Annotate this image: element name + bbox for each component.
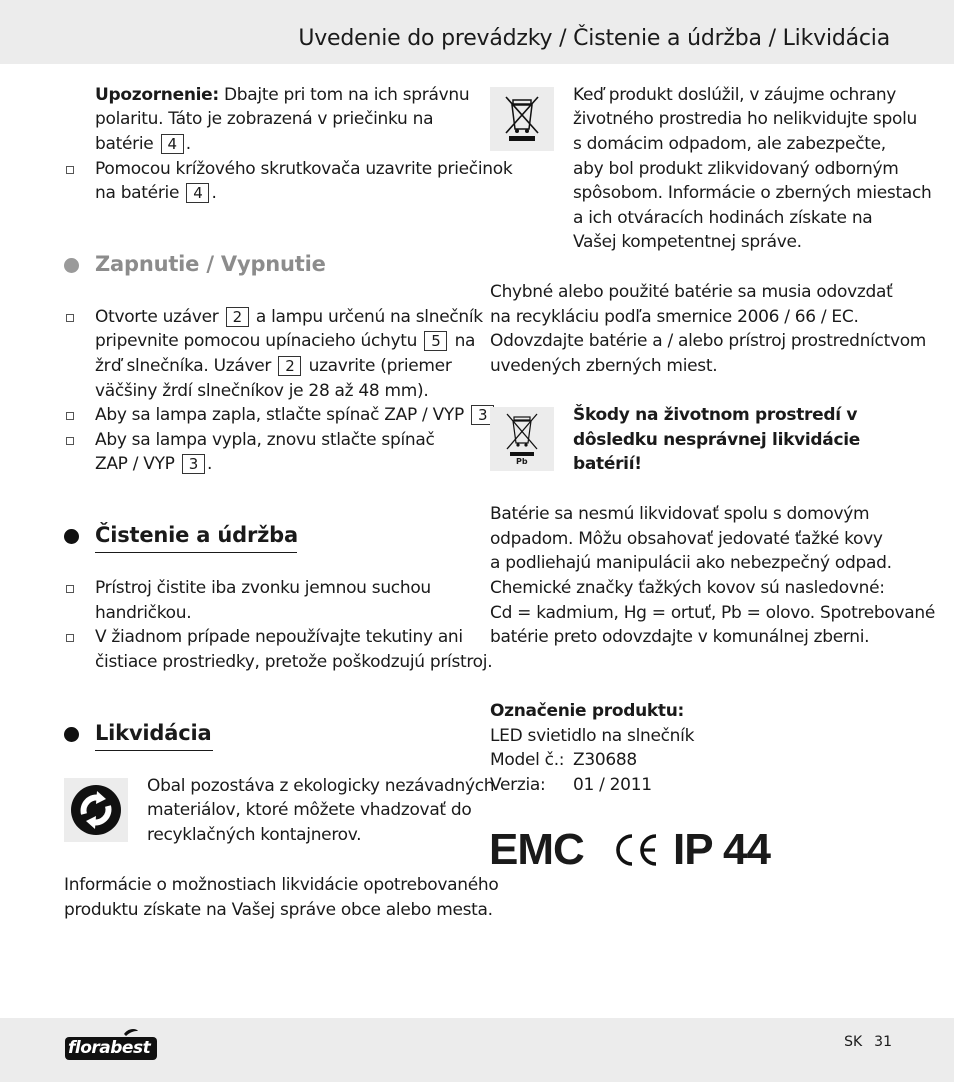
- recycle-icon: [64, 778, 128, 842]
- section-dot: [64, 529, 79, 544]
- battery-text: Odovzdajte batérie a / alebo prístroj prostredníctvom: [490, 331, 927, 351]
- bullet-text: ZAP / VYP 3 .: [95, 454, 213, 474]
- bullet-square: [66, 314, 74, 322]
- battery-text: uvedených zberných miest.: [490, 356, 718, 376]
- ref-box: 5: [424, 331, 447, 351]
- bullet-square: [66, 585, 74, 593]
- recycle-text: recyklačných kontajnerov.: [147, 825, 362, 845]
- ce-mark: [612, 832, 660, 873]
- battery-text: na recykláciu podľa smernice 2006 / 66 / EC.: [490, 307, 859, 327]
- section-title-likvidacia: Likvidácia: [95, 721, 212, 745]
- bullet-text: žrď slnečníka. Uzáver 2 uzavrite (priemer: [95, 356, 452, 376]
- logo-text: florabest: [68, 1038, 151, 1058]
- section-title-zapnutie: Zapnutie / Vypnutie: [95, 252, 326, 276]
- version-value: 01 / 2011: [573, 775, 652, 795]
- chemical-text: Cd = kadmium, Hg = ortuť, Pb = olovo. Spotrebované: [490, 603, 936, 623]
- bullet-text: na batérie 4 .: [95, 183, 217, 203]
- bullet-square: [66, 634, 74, 642]
- pb-label: Pb: [516, 457, 528, 466]
- language-code: SK: [844, 1034, 863, 1050]
- bullet-text: V žiadnom prípade nepoužívajte tekutiny ani: [95, 627, 463, 647]
- section-dot: [64, 727, 79, 742]
- section-underline: [95, 750, 213, 751]
- bullet-text: čistiace prostriedky, pretože poškodzujú prístroj.: [95, 652, 493, 672]
- chemical-text: batérie preto odovzdajte v komunálnej zberni.: [490, 627, 870, 647]
- page-title: Uvedenie do prevádzky / Čistenie a údržba / Likvidácia: [298, 26, 890, 51]
- chemical-text: Batérie sa nesmú likvidovať spolu s domovým: [490, 504, 870, 524]
- page-header: [0, 0, 954, 64]
- weee-text: Keď produkt doslúžil, v záujme ochrany: [573, 85, 897, 105]
- bullet-square: [66, 437, 74, 445]
- bullet-text: väčšiny žrdí slnečníkov je 28 až 48 mm).: [95, 381, 429, 401]
- chemical-text: Chemické značky ťažkých kovov sú nasledovné:: [490, 578, 885, 598]
- bullet-text: Aby sa lampa vypla, znovu stlačte spínač: [95, 430, 435, 450]
- ref-box: 2: [226, 307, 249, 327]
- warning-heading: Škody na životnom prostredí v: [573, 405, 858, 425]
- page-footer: [0, 1018, 954, 1082]
- note-line-1: Upozornenie: Dbajte pri tom na ich správnu: [95, 85, 470, 105]
- ref-box: 3: [471, 405, 494, 425]
- emc-mark: EMC: [489, 825, 584, 874]
- note-label: Upozornenie:: [95, 85, 219, 105]
- weee-text: Vašej kompetentnej správe.: [573, 232, 802, 252]
- chemical-text: a podliehajú manipulácii ako nebezpečný odpad.: [490, 553, 892, 573]
- bullet-square: [66, 166, 74, 174]
- note-line-3: batérie 4 .: [95, 134, 191, 154]
- bullet-text: pripevnite pomocou upínacieho úchytu 5 na: [95, 331, 476, 351]
- product-name: LED svietidlo na slnečník: [490, 726, 695, 746]
- version-label: Verzia:: [490, 775, 546, 795]
- weee-text: a ich otváracích hodinách získate na: [573, 208, 873, 228]
- battery-bin-icon: [490, 407, 554, 471]
- bullet-text: Aby sa lampa zapla, stlačte spínač ZAP / VYP 3: [95, 403, 501, 428]
- battery-text: Chybné alebo použité batérie sa musia odovzdať: [490, 282, 893, 302]
- florabest-logo: [64, 1028, 158, 1062]
- page-num: 31: [874, 1034, 892, 1050]
- ref-box: 4: [161, 134, 184, 154]
- note-line-2: polaritu. Táto je zobrazená v priečinku na: [95, 109, 434, 129]
- section-title-cistenie: Čistenie a údržba: [95, 523, 298, 547]
- page-number: [832, 1034, 892, 1050]
- disposal-info: produktu získate na Vašej správe obce alebo mesta.: [64, 900, 493, 920]
- bullet-text: handričkou.: [95, 603, 192, 623]
- crossed-bin-icon: [490, 87, 554, 151]
- model-value: Z30688: [573, 750, 637, 770]
- product-label: Označenie produktu:: [490, 701, 685, 721]
- weee-text: aby bol produkt zlikvidovaný odborným: [573, 159, 899, 179]
- bullet-text: Otvorte uzáver 2 a lampu určenú na slnečník: [95, 307, 483, 327]
- ref-box: 4: [186, 183, 209, 203]
- chemical-text: odpadom. Môžu obsahovať jedovaté ťažké kovy: [490, 529, 883, 549]
- weee-text: spôsobom. Informácie o zberných miestach: [573, 183, 932, 203]
- bullet-square: [66, 412, 74, 420]
- ref-box: 2: [278, 356, 301, 376]
- bullet-text: Prístroj čistite iba zvonku jemnou suchou: [95, 578, 431, 598]
- weee-text: životného prostredia ho nelikvidujte spolu: [573, 109, 917, 129]
- disposal-info: Informácie o možnostiach likvidácie opotrebovaného: [64, 875, 499, 895]
- recycle-text: Obal pozostáva z ekologicky nezávadných: [147, 776, 495, 796]
- weee-text: s domácim odpadom, ale zabezpečte,: [573, 134, 886, 154]
- section-underline: [95, 552, 297, 553]
- recycle-text: materiálov, ktoré môžete vhadzovať do: [147, 800, 472, 820]
- ip-rating: IP 44: [673, 825, 770, 874]
- ref-box: 3: [182, 454, 205, 474]
- section-dot: [64, 258, 79, 273]
- model-label: Model č.:: [490, 750, 565, 770]
- bullet-text: Pomocou krížového skrutkovača uzavrite priečinok: [95, 159, 513, 179]
- warning-heading: dôsledku nesprávnej likvidácie: [573, 430, 860, 450]
- warning-heading: batérií!: [573, 454, 642, 474]
